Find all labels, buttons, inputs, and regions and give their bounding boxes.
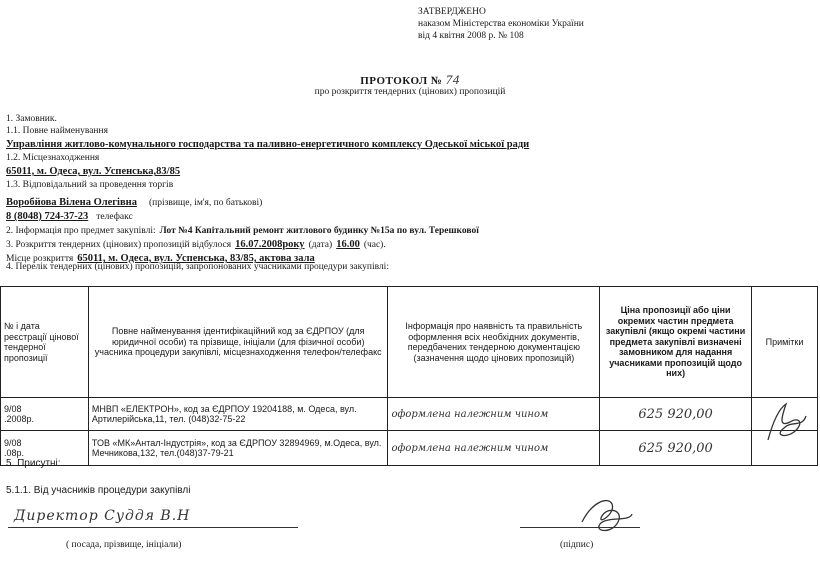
present-sub-label: 5.1.1. Від учасників процедури закупівлі bbox=[6, 485, 191, 496]
participant-signature-icon bbox=[572, 492, 638, 540]
opening-place: 65011, м. Одеса, вул. Успенська, 83/85, актова зала bbox=[77, 253, 315, 264]
subject-label: 2. Інформація про предмет закупівлі: bbox=[6, 226, 156, 236]
header-participant: Повне найменування ідентифікаційний код за ЄДРПОУ (для юридичної особи) та прізвище, ініціали (для фізичної особи) учасника процедури закупівлі, місцезнаходження телефон/телефакс bbox=[88, 287, 388, 398]
phone-label: телефакс bbox=[96, 212, 133, 222]
customer-phone: 8 (8048) 724-37-23 bbox=[6, 211, 89, 222]
row1-participant: МНВП «ЕЛЕКТРОН», код за ЄДРПОУ 19204188, м. Одеса, вул. Артилерійська,11, тел. (048)32-75-22 bbox=[88, 398, 388, 431]
responsible-name: Воробйова Вілена Олегівна bbox=[6, 197, 137, 208]
position-hint: ( посада, прізвище, ініціали) bbox=[66, 540, 182, 550]
table-header-row bbox=[1, 287, 818, 398]
approval-block bbox=[418, 6, 584, 42]
row2-price: 625 920,00 bbox=[600, 431, 752, 466]
row1-price: 625 920,00 bbox=[600, 398, 752, 431]
protocol-title-label: ПРОТОКОЛ № bbox=[360, 75, 443, 87]
signatory-handwritten: Директор Суддя В.Н bbox=[14, 508, 191, 524]
signature-icon bbox=[760, 398, 810, 448]
row1-documents: оформлена належним чином bbox=[388, 398, 600, 431]
row1-registration: 9/08 .2008р. bbox=[1, 398, 89, 431]
opening-time-label: (час). bbox=[363, 240, 386, 250]
opening-date: 16.07.2008року bbox=[235, 239, 305, 250]
protocol-subtitle: про розкриття тендерних (цінових) пропозицій bbox=[314, 87, 506, 97]
row2-registration: 9/08 .08р. bbox=[1, 431, 89, 466]
header-price: Ціна пропозиції або ціни окремих частин предмета закупівлі (якщо окремі частини предмета закупівлі визначені замовником для надання учасниками пропозицій щодо них) bbox=[600, 287, 752, 398]
customer-location: 65011, м. Одеса, вул. Успенська,83/85 bbox=[6, 166, 181, 177]
customer-name-label: 1.1. Повне найменування bbox=[6, 126, 108, 136]
present-label: 5. Присутні: bbox=[6, 458, 61, 469]
customer-section: 1. Замовник. bbox=[6, 114, 57, 124]
row2-participant: ТОВ «МК»Антал-Індустрія», код за ЄДРПОУ 32894969, м.Одеса, вул. Мечникова,132, тел.(048)37-79-21 bbox=[88, 431, 388, 466]
opening-time: 16.00 bbox=[336, 239, 360, 250]
proposals-list-label: 4. Перелік тендерних (цінових) пропозицій, запропонованих учасниками процедури закупівлі: bbox=[6, 262, 389, 272]
table-row bbox=[1, 398, 818, 431]
header-documents: Інформація про наявність та правильність оформлення всіх необхідних документів, передбачених тендерною документацією (зазначення щодо цінових пропозицій) bbox=[388, 287, 600, 398]
customer-name: Управління житлово-комунального господарства та паливно-енергетичного комплексу Одеської міської ради bbox=[6, 139, 530, 150]
opening-place-label: Місце розкриття bbox=[6, 254, 74, 264]
protocol-number: 74 bbox=[445, 72, 460, 87]
approval-title: ЗАТВЕРДЖЕНО bbox=[418, 7, 486, 17]
opening-date-label: (дата) bbox=[308, 240, 333, 250]
approval-date: від 4 квітня 2008 р. № 108 bbox=[418, 31, 524, 41]
subject-value: Лот №4 Капітальний ремонт житлового будинку №15а по вул. Терешкової bbox=[159, 226, 479, 236]
protocol-title bbox=[0, 72, 820, 88]
opening-prefix: 3. Розкриття тендерних (цінових) пропозицій відбулося bbox=[6, 240, 232, 250]
position-line bbox=[8, 527, 298, 528]
row2-documents: оформлена належним чином bbox=[388, 431, 600, 466]
signature-line bbox=[520, 527, 640, 528]
responsible-hint: (прізвище, ім'я, по батькові) bbox=[148, 198, 263, 208]
header-registration: № і дата реєстрації цінової тендерної пропозиції bbox=[1, 287, 89, 398]
header-notes: Примітки bbox=[752, 287, 818, 398]
customer-location-label: 1.2. Місцезнаходження bbox=[6, 153, 100, 163]
proposals-table bbox=[0, 286, 818, 466]
signature-hint: (підпис) bbox=[560, 540, 594, 550]
responsible-label: 1.3. Відповідальний за проведення торгів bbox=[6, 180, 174, 190]
approval-order: наказом Міністерства економіки України bbox=[418, 19, 584, 29]
table-row bbox=[1, 431, 818, 466]
